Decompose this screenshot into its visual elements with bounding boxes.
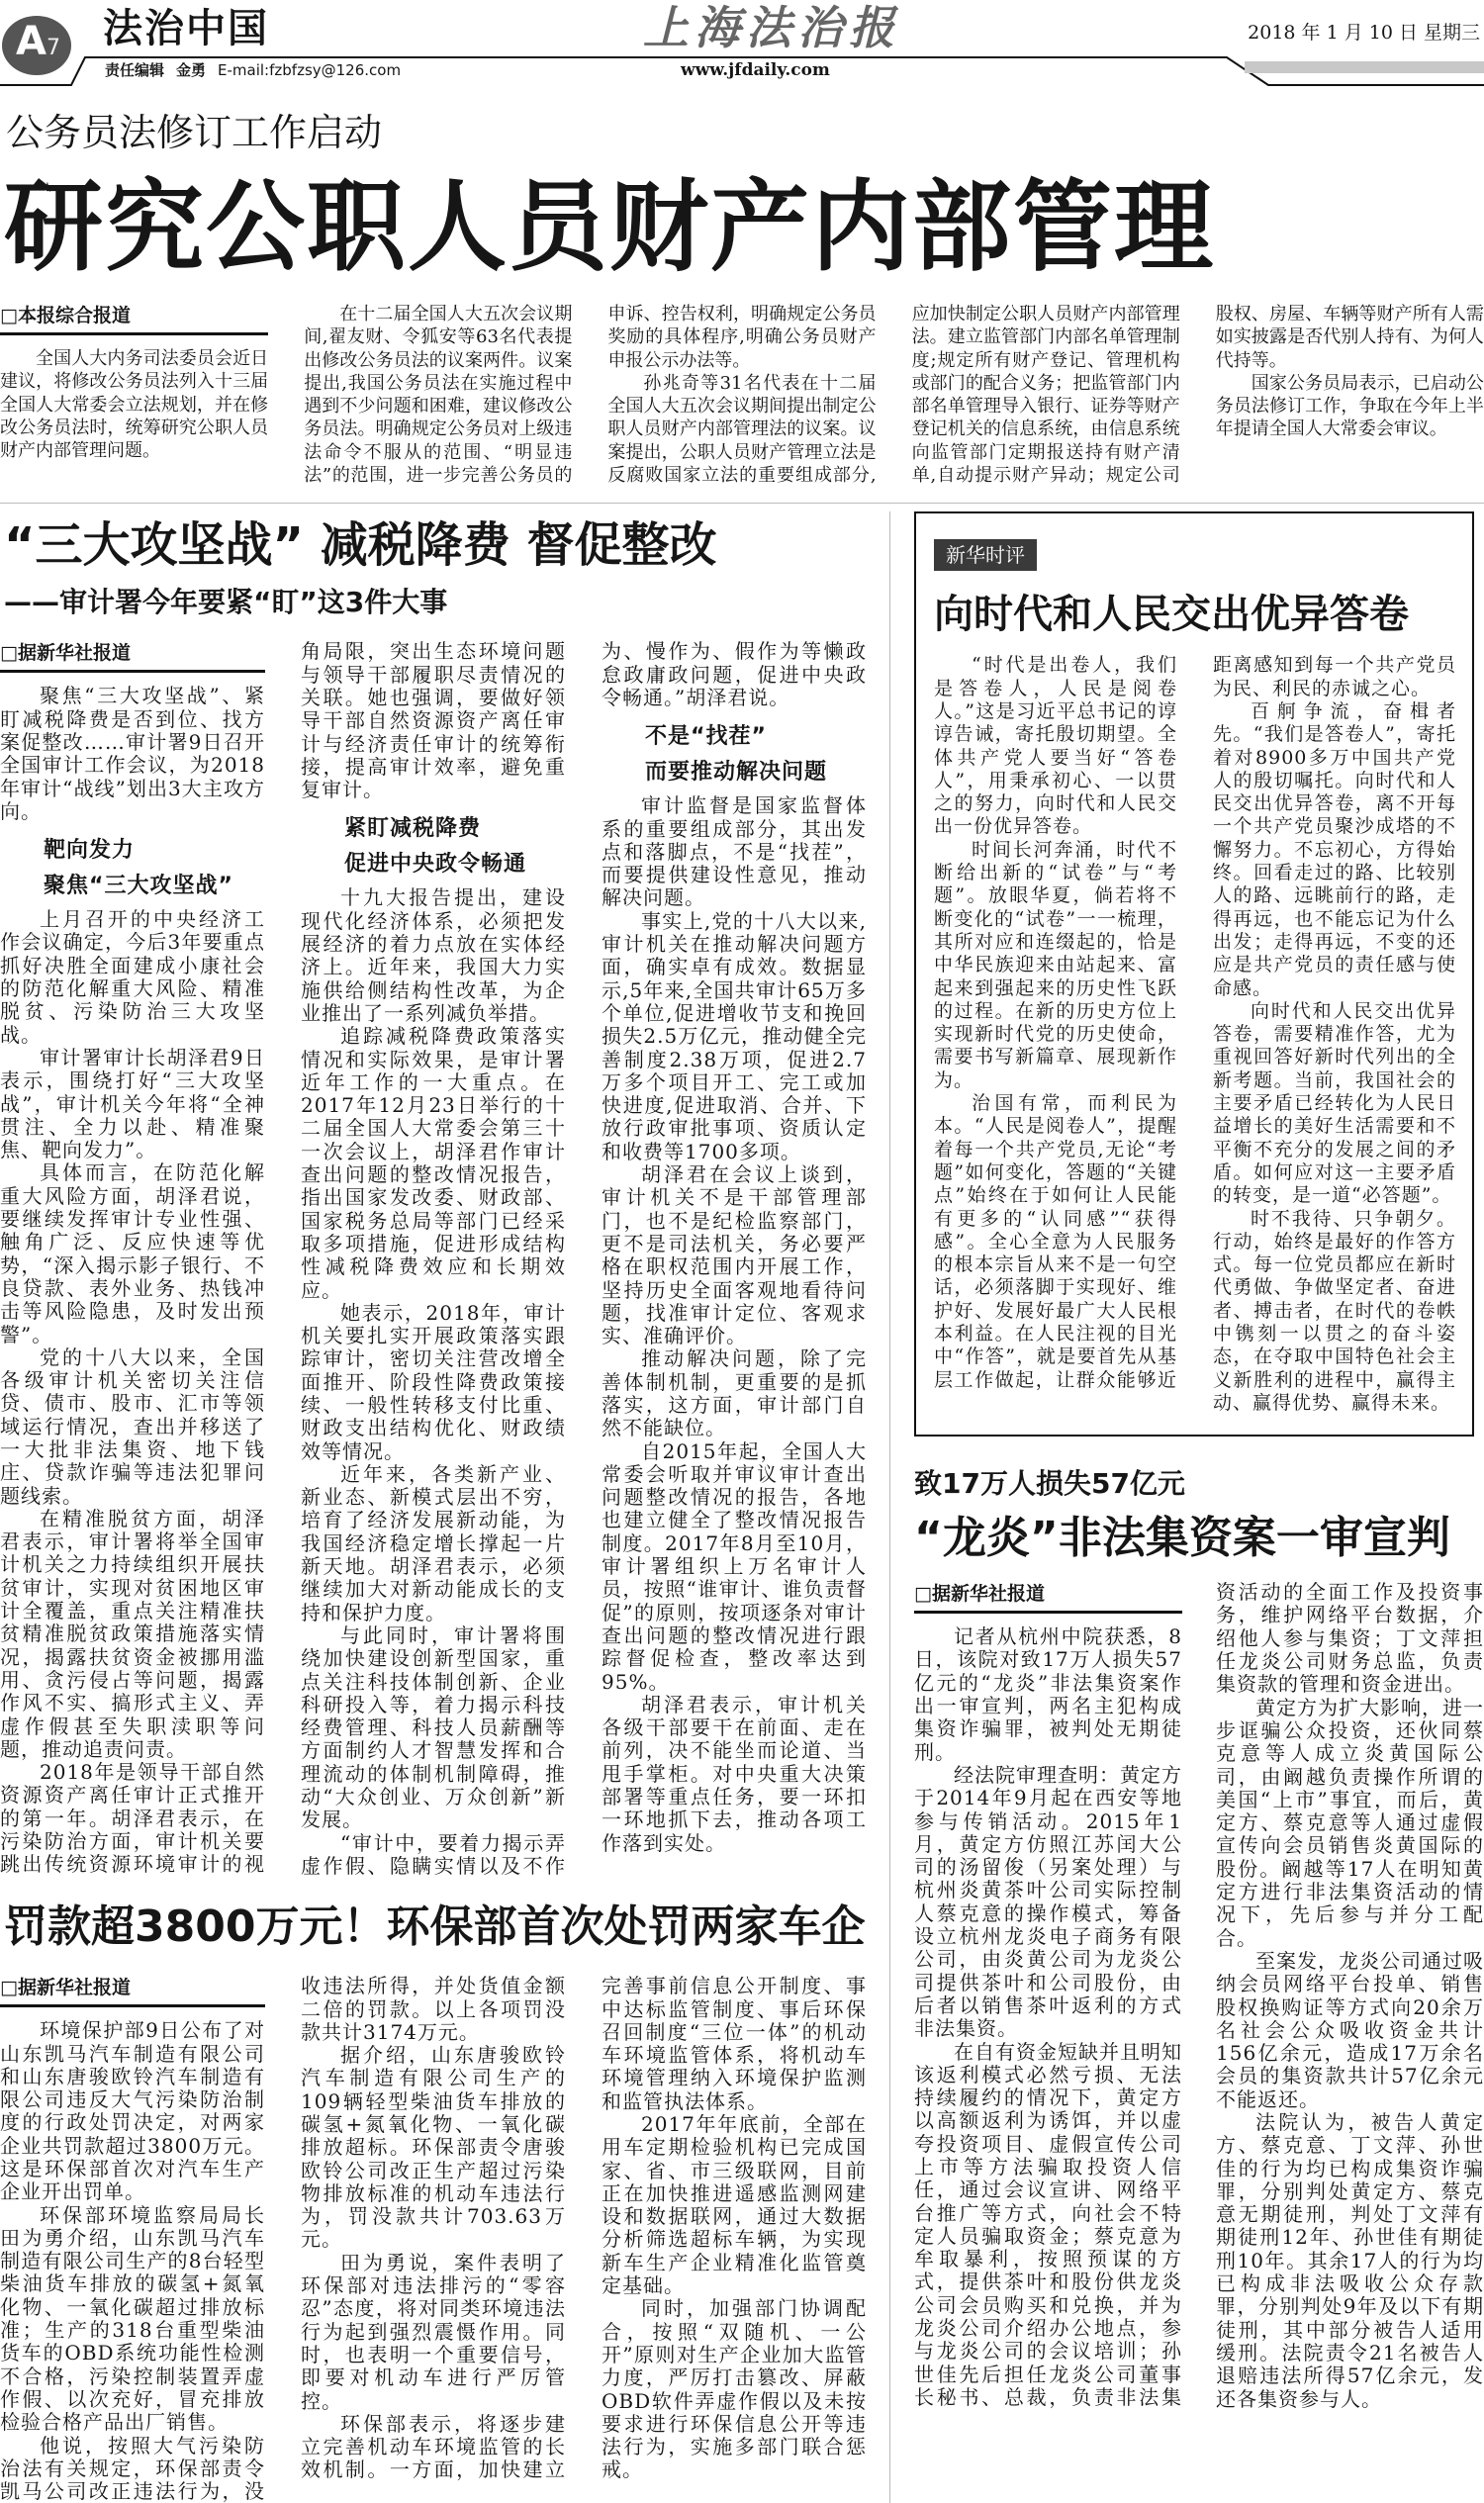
- editor-name: 金勇: [176, 61, 207, 79]
- paragraph: 近年来，各类新产业、新业态、新模式层出不穷，培育了经济发展新动能，为我国经济稳定增长撑起一片新天地。胡泽君表示，必须继续加大对新动能成长的支持和保护力度。: [301, 1461, 566, 1624]
- paragraph: 向时代和人民交出优异答卷，需要精准作答，尤为重视回答好新时代列出的全新考题。当前，我国社会的主要矛盾已经转化为人民日益增长的美好生活需要和不平衡不充分的发展之间的矛盾。如何应对这一主要矛盾的转变，是一道“必答题”。: [1213, 999, 1456, 1207]
- subheading: 紧盯减税降费: [344, 816, 482, 842]
- paragraph: 记者从杭州中院获悉，8日，该院对致17万人损失57亿元的“龙炎”非法集资案作出一审宣判，两名主犯构成集资诈骗罪，被判处无期徒刑。: [914, 1624, 1182, 1764]
- byline: □据新华社报道: [914, 1581, 1182, 1614]
- editor-label: 责任编辑: [105, 61, 165, 79]
- article4-body: [914, 1581, 1484, 2411]
- right-region: [914, 511, 1484, 2503]
- paragraph: 据介绍，山东唐骏欧铃汽车制造有限公司生产的109辆轻型柴油货车排放的碳氢+氮氧化物、一氧化碳排放超标。环保部责令唐骏欧铃公司改正生产超过污染物排放标准的机动车违法行为，罚没款共计703.63万元。: [301, 2043, 566, 2252]
- paragraph: 环境保护部9日公布了对山东凯马汽车制造有限公司和山东唐骏欧铃汽车制造有限公司违反大气污染防治制度的行政处罚决定，对两家企业共罚款超过3800万元。这是环保部首次对汽车生产企业开出罚单。: [0, 2018, 265, 2204]
- subheading: 促进中央政令畅通: [344, 852, 527, 878]
- paragraph: 十九大报告提出，建设现代化经济体系，必须把发展经济的着力点放在实体经济上。近年来，我国大力实施供给侧结构性改革，为企业推出了一系列减负举措。: [301, 885, 566, 1025]
- paragraph: 追踪减税降费政策落实情况和实际效果，是审计署近年工作的一大重点。在2017年12月23日举行的十二届全国人大常委会第三十一次会议上，胡泽君作审计查出问题的整改情况报告，指出国家发改委、财政部、国家税务总局等部门已经采取多项措施，促进形成结构性减税降费效应和长期效应。: [301, 1024, 566, 1302]
- paragraph: 审计监督是国家监督体系的重要组成部分，其出发点和落脚点，不是“找茬”，而要提供建设性意见，推动解决问题。: [602, 793, 867, 910]
- page-header: [0, 0, 1484, 91]
- article3-headline: 罚款超3800万元！环保部首次处罚两家车企: [4, 1901, 866, 1953]
- paragraph: “时代是出卷人，我们是答卷人，人民是阅卷人。”这是习近平总书记的谆谆告诫，寄托殷切期望。全体共产党人要当好“答卷人”，用秉承初心、一以贯之的努力，向时代和人民交出一份优异答卷。: [934, 654, 1177, 838]
- paragraph: 事实上,党的十八大以来,审计机关在推动解决问题方面，确实卓有成效。数据显示,5年来,全国共审计65万多个单位,促进增收节支和挽回损失2.5万亿元，推动健全完善制度2.38万项，促进2.7万多个项目开工、完工或加快进度,促进取消、合并、下放行政审批事项、资质认定和收费等1700多项。: [602, 908, 867, 1163]
- subheading: 而要推动解决问题: [645, 760, 828, 786]
- paragraph: “审计中，要着力揭示弄虚作假、隐瞒实情以及不作为、慢作为、假作为等懒政怠政庸政问题，促进中央政令畅通。”胡泽君说。: [301, 639, 867, 1878]
- paragraph: 审计署审计长胡泽君9日表示，围绕打好“三大攻坚战”，审计机关今年将“全神贯注、全力以赴、精准聚焦、靶向发力”。: [0, 1045, 265, 1162]
- editor-email: E-mail:fzbfzsy@126.com: [218, 61, 402, 79]
- article1-kicker: 公务员法修订工作启动: [6, 111, 383, 154]
- issue-date: 2018 年 1 月 10 日 星期三: [1248, 22, 1480, 44]
- commentary-box: [914, 511, 1474, 1437]
- paragraph: 推动解决问题，除了完善体制机制，更重要的是抓落实，这方面，审计部门自然不能缺位。: [602, 1346, 867, 1440]
- paragraph: 经法院审理查明：黄定方于2014年9月起在西安等地参与传销活动。2015年1月，黄定方仿照江苏闰大公司的汤留俊（另案处理）与杭州炎黄茶叶公司实际控制人蔡克意的操作模式，筹备设立杭州龙炎电子商务有限公司，由炎黄公司为龙炎公司提供茶叶和公司股份，由后者以销售茶叶返利的方式非法集资。: [914, 1762, 1182, 2041]
- paragraph: 上月召开的中央经济工作会议确定，今后3年要重点抓好决胜全面建成小康社会的防范化解重大风险、精准脱贫、污染防治三大攻坚战。: [0, 907, 265, 1047]
- page-number-badge: [2, 16, 71, 75]
- website-link[interactable]: www.jfdaily.com: [681, 60, 830, 80]
- paragraph: 治国有常，而利民为本。“人民是阅卷人”，提醒着每一个共产党员,无论“考题”如何变化，答题的“关键点”始终在于如何让人民能有更多的“认同感”“获得感”。全心全意为人民服务的根本宗旨从来不是一句空话，必须落脚于实现好、维护好、发展好最广大人民根本利益。在人民注视的目光中“作答”，就是要首先从基层工作做起，让群众能够近距离感知到每一个共产党员为民、利民的赤诚之心。: [934, 654, 1456, 1391]
- editor-line: [105, 61, 413, 79]
- paragraph: 环保部环境监察局局长田为勇介绍，山东凯马汽车制造有限公司生产的8台轻型柴油货车排放的碳氢+氮氧化物、一氧化碳超过排放标准；生产的318台重型柴油货车的OBD系统功能性检测不合格，污染控制装置弄虚作假、以次充好，冒充排放检验合格产品出厂销售。: [0, 2202, 265, 2435]
- article4-kicker: 致17万人损失57亿元: [914, 1467, 1185, 1501]
- paragraph: 聚焦“三大攻坚战”、紧盯减税降费是否到位、找方案促整改……审计署9日召开全国审计工作会议，为2018年审计“战线”划出3大主攻方向。: [0, 684, 265, 823]
- paragraph: 2017年年底前，全部在用车定期检验机构已完成国家、省、市三级联网，目前正在加快推进遥感监测网建设和数据联网，通过大数据分析筛选超标车辆，为实现新车生产企业精准化监管奠定基础。: [602, 2112, 867, 2298]
- paragraph: 他说，按照大气污染防治法有关规定，环保部责令凯马公司改正违法行为，没收违法所得，并处货值金额二倍的罚款。以上各项罚没款共计3174万元。: [0, 1974, 566, 2503]
- paragraph: 同时，加强部门协调配合，按照“双随机、一公开”原则对生产企业加大监管力度，严厉打击篡改、屏蔽OBD软件弄虚作假以及未按要求进行环保信息公开等违法行为，实施多部门联合惩戒。: [602, 2296, 867, 2482]
- paragraph: 百舸争流，奋楫者先。“我们是答卷人”，寄托着对8900多万中国共产党人的殷切嘱托。向时代和人民交出优异答卷，离不开每一个共产党员聚沙成塔的不懈努力。不忘初心，方得始终。回看走过的路、比较别人的路、远眺前行的路，走得再远，也不能忘记为什么出发；走得再远，不变的还应是共产党员的责任感与使命感。: [1213, 699, 1456, 999]
- section-title: 法治中国: [103, 6, 269, 51]
- commentary-body: [934, 654, 1456, 1415]
- paragraph: 田为勇说，案件表明了环保部对违法排污的“零容忍”态度，将对同类环境违法行为起到强烈震慑作用。同时，也表明一个重要信号，即要对机动车进行严厉管控。: [301, 2250, 566, 2413]
- page-number: 7: [46, 36, 60, 60]
- column-divider: [889, 511, 890, 2503]
- paragraph: 2018年是领导干部自然资源资产离任审计正式推开的第一年。胡泽君表示，在污染防治方面，审计机关要跳出传统资源环境审计的视角局限，突出生态环境问题与领导干部履职尽责情况的关联。她也强调，要做好领导干部自然资源资产离任审计与经济责任审计的统筹衔接，提高审计效率，避免重复审计。: [0, 639, 566, 1877]
- paragraph: 在十二届全国人大五次会议期间,翟友财、令狐安等63名代表提出修改公务员法的议案两件。议案提出,我国公务员法在实施过程中遇到不少问题和困难，建议修改公务员法。明确规定公务员对上级违法命令不服从的范围、“明显违法”的范围，进一步完善公务员的申诉、控告权利，明确规定公务员奖励的具体程序,明确公务员财产申报公示办法等。: [304, 304, 877, 487]
- paragraph: 党的十八大以来，全国各级审计机关密切关注信贷、债市、股市、汇市等领域运行情况，查出并移送了一大批非法集资、地下钱庄、贷款诈骗等违法犯罪问题线索。: [0, 1344, 265, 1508]
- article2-subheadline: ——审计署今年要紧“盯”这3件大事: [4, 586, 448, 619]
- article2-headline: “三大攻坚战” 减税降费 督促整改: [4, 517, 717, 574]
- paragraph: 环保部表示，将逐步建立完善机动车环境监管的长效机制。一方面，加快建立完善事前信息公开制度、事中达标监管制度、事后环保召回制度“三位一体”的机动车环境监管体系，将机动车环境管理纳入环境保护监测和监管执法体系。: [301, 1974, 867, 2482]
- page-letter: A: [16, 19, 46, 64]
- byline: □本报综合报道: [0, 303, 268, 335]
- commentary-tag: 新华时评: [934, 539, 1037, 571]
- paragraph: 具体而言，在防范化解重大风险方面，胡泽君说，要继续发挥审计专业性强、触角广泛、反应快速等优势，“深入揭示影子银行、不良贷款、表外业务、热钱冲击等风险隐患，及时发出预警”。: [0, 1160, 265, 1346]
- paragraph: 时间长河奔涌，时代不断给出新的“试卷”与“考题”。放眼华夏，倘若将不断变化的“试卷”一一梳理，其所对应和连缀起的，恰是中华民族迎来由站起来、富起来到强起来的历史性飞跃的过程。在新的历史方位上实现新时代党的历史使命，需要书写新篇章、展现新作为。: [934, 838, 1177, 1091]
- article2-body: [0, 640, 867, 1878]
- left-region: [0, 511, 867, 2503]
- paragraph: 胡泽君在会议上谈到，审计机关不是干部管理部门，也不是纪检监察部门，更不是司法机关，务必要严格在职权范围内开展工作，坚持历史全面客观地看待问题，找准审计定位、客观求实、准确评价。: [602, 1162, 867, 1348]
- paragraph: 她表示，2018年，审计机关要扎实开展政策落实跟踪审计，密切关注营改增全面推开、阶段性降费政策接续、一般性转移支付比重、财政支出结构优化、财政绩效等情况。: [301, 1300, 566, 1463]
- header-gray-bar: [1245, 61, 1484, 73]
- paragraph: 时不我待、只争朝夕。行动，始终是最好的作答方式。每一位党员都应在新时代勇做、争做坚定者、奋进者、搏击者，在时代的卷帙中镌刻一以贯之的奋斗姿态，在夺取中国特色社会主义新胜利的进程中，赢得主动、赢得优势、赢得未来。: [1213, 1207, 1456, 1414]
- paragraph: 孙兆奇等31名代表在十二届全国人大五次会议期间提出制定公职人员财产内部管理法的议案。议案提出，公职人员财产管理立法是反腐败国家立法的重要组成部分,应加快制定公职人员财产内部管理法。建立监管部门内部名单管理制度;规定所有财产登记、管理机构或部门的配合义务；把监管部门内部名单管理导入银行、证券等财产登记机关的信息系统，由信息系统向监管部门定期报送持有财产清单,自动提示财产异动；规定公司股权、房屋、车辆等财产所有人需如实披露是否代别人持有、为何人代持等。: [607, 304, 1484, 487]
- paragraph: 国家公务员局表示，已启动公务员法修订工作，争取在今年上半年提请全国人大常委会审议。: [1215, 372, 1484, 440]
- article3-body: [0, 1975, 867, 2503]
- commentary-title: 向时代和人民交出优异答卷: [934, 592, 1409, 638]
- paragraph: 全国人大内务司法委员会近日建议，将修改公务员法列入十三届全国人大常委会立法规划，并在修改公务员法时，统筹研究公职人员财产内部管理问题。: [0, 348, 269, 462]
- paragraph: 黄定方为扩大影响，进一步诓骗公众投资，还伙同蔡克意等人成立炎黄国际公司，由阚越负责操作所谓的美国“上市”事宜，而后，黄定方、蔡克意等人通过虚假宣传向会员销售炎黄国际的股份。阚越等17人在明知黄定方进行非法集资活动的情况下，先后参与并分工配合。: [1216, 1695, 1484, 1950]
- subheading: 不是“找茬”: [645, 724, 767, 750]
- paragraph: 在精准脱贫方面，胡泽君表示，审计署将举全国审计机关之力持续组织开展扶贫审计，实现对贫困地区审计全覆盖，重点关注精准扶贫精准脱贫政策措施落实情况，揭露扶贫资金被挪用滥用、贪污侵占等问题，揭露作风不实、搞形式主义、弄虚作假甚至失职渎职等问题，推动追责问责。: [0, 1506, 265, 1761]
- byline: □据新华社报道: [0, 640, 265, 673]
- newspaper-masthead-logo: 上海法治报: [643, 1, 900, 54]
- paragraph: 胡泽君表示，审计机关各级干部要干在前面、走在前列，决不能坐而论道、当甩手掌柜。对中央重大决策部署等重点任务，要一环扣一环地抓下去，推动各项工作落到实处。: [602, 1692, 867, 1855]
- paragraph: 法院认为，被告人黄定方、蔡克意、丁文萍、孙世佳的行为均已构成集资诈骗罪，分别判处黄定方、蔡克意无期徒刑，判处丁文萍有期徒刑12年、孙世佳有期徒刑10年。其余17人的行为均已构成非法吸收公众存款罪，分别判处9年及以下有期徒刑，其中部分被告人适用缓刑。法院责令21名被告人退赔违法所得57亿余元，发还各集资参与人。: [1216, 2110, 1484, 2411]
- article1-headline: 研究公职人员财产内部管理: [4, 169, 1215, 285]
- byline: □据新华社报道: [0, 1975, 265, 2007]
- paragraph: 与此同时，审计署将围绕加快建设创新型国家，重点关注科技体制创新、企业科研投入等，着力揭示科技经费管理、科技人员薪酬等方面制约人才智慧发挥和合理流动的体制机制障碍，推动“大众创业、万众创新”新发展。: [301, 1622, 566, 1832]
- article4-headline: “龙炎”非法集资案一审宣判: [914, 1513, 1450, 1564]
- paragraph: 在自有资金短缺并且明知该返利模式必然亏损、无法持续履约的情况下，黄定方以高额返利为诱饵，并以虚夸投资项目、虚假宣传公司上市等方法骗取投资人信任，通过会议宣讲、网络平台推广等方式，向社会不特定人员骗取资金；蔡克意为牟取暴利，按照预谋的方式，提供茶叶和股份供龙炎公司会员购买和兑换，并为龙炎公司介绍办公地点，参与龙炎公司的会议培训；孙世佳先后担任龙炎公司董事长秘书、总裁，负责非法集资活动的全面工作及投资事务，维护网络平台数据，介绍他人参与集资；丁文萍担任龙炎公司财务总监，负责集资款的管理和资金进出。: [914, 1580, 1484, 2409]
- paragraph: 至案发，龙炎公司通过吸纳会员网络平台投单、销售股权换购证等方式向20余万名社会公众吸收资金共计156亿余元，造成17万余名会员的集资款共计57亿余元不能返还。: [1216, 1948, 1484, 2111]
- subheading: 靶向发力: [44, 838, 136, 864]
- article1-body: [0, 303, 1484, 487]
- subheading: 聚焦“三大攻坚战”: [44, 874, 233, 899]
- paragraph: 自2015年起，全国人大常委会听取并审议审计查出问题整改情况的报告，各地也建立健全了整改情况报告制度。2017年8月至10月，审计署组织上万名审计人员，按照“谁审计、谁负责督促”的原则，按项逐条对审计查出问题的整改情况进行跟踪督促检查，整改率达到95%。: [602, 1438, 867, 1694]
